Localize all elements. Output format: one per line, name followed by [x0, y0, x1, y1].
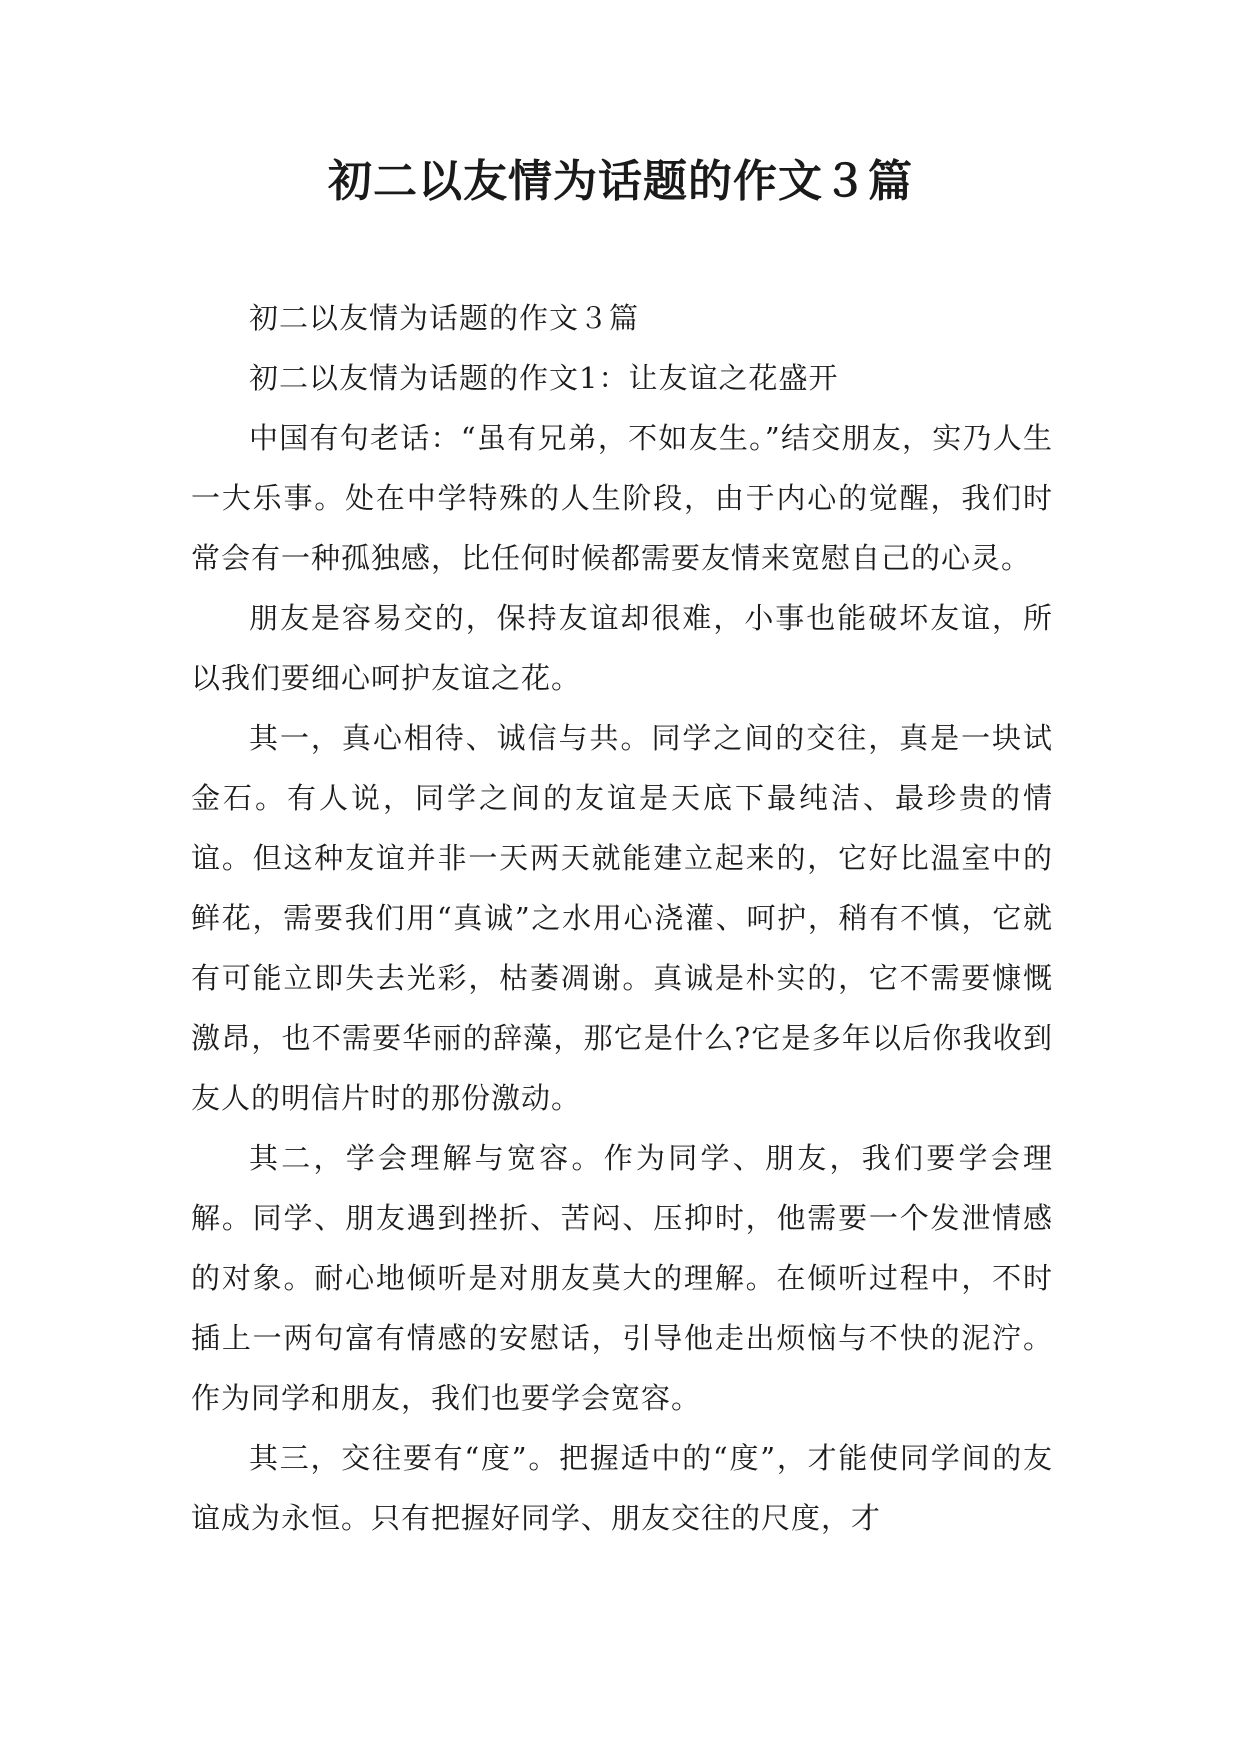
paragraph: 其一，真心相待、诚信与共。同学之间的交往，真是一块试金石。有人说，同学之间的友谊是天底下最纯洁、最珍贵的情谊。但这种友谊并非一天两天就能建立起来的，它好比温室中的鲜花，需要我们用“真诚”之水用心浇灌、呵护，稍有不慎，它就有可能立即失去光彩，枯萎凋谢。真诚是朴实的，它不需要慷慨激昂，也不需要华丽的辞藻，那它是什么?它是多年以后你我收到友人的明信片时的那份激动。 — [191, 721, 1053, 1115]
paragraph-essay-heading: 初二以友情为话题的作文1：让友谊之花盛开 — [249, 361, 839, 395]
paragraph: 其二，学会理解与宽容。作为同学、朋友，我们要学会理解。同学、朋友遇到挫折、苦闷、压抑时，他需要一个发泄情感的对象。耐心地倾听是对朋友莫大的理解。在倾听过程中，不时插上一两句富有情感的安慰话，引导他走出烦恼与不快的泥泞。作为同学和朋友，我们也要学会宽容。 — [191, 1141, 1053, 1415]
paragraph-subtitle: 初二以友情为话题的作文３篇 — [249, 301, 640, 335]
paragraph: 朋友是容易交的，保持友谊却很难，小事也能破坏友谊，所以我们要细心呵护友谊之花。 — [191, 601, 1053, 695]
paragraph: 中国有句老话：“虽有兄弟，不如友生。”结交朋友，实乃人生一大乐事。处在中学特殊的人生阶段，由于内心的觉醒，我们时常会有一种孤独感，比任何时候都需要友情来宽慰自己的心灵。 — [191, 421, 1053, 575]
document-body — [191, 288, 1053, 1548]
paragraph: 其三，交往要有“度”。把握适中的“度”，才能使同学间的友谊成为永恒。只有把握好同学、朋友交往的尺度，才 — [191, 1441, 1053, 1535]
document-title: 初二以友情为话题的作文３篇 — [328, 156, 913, 207]
